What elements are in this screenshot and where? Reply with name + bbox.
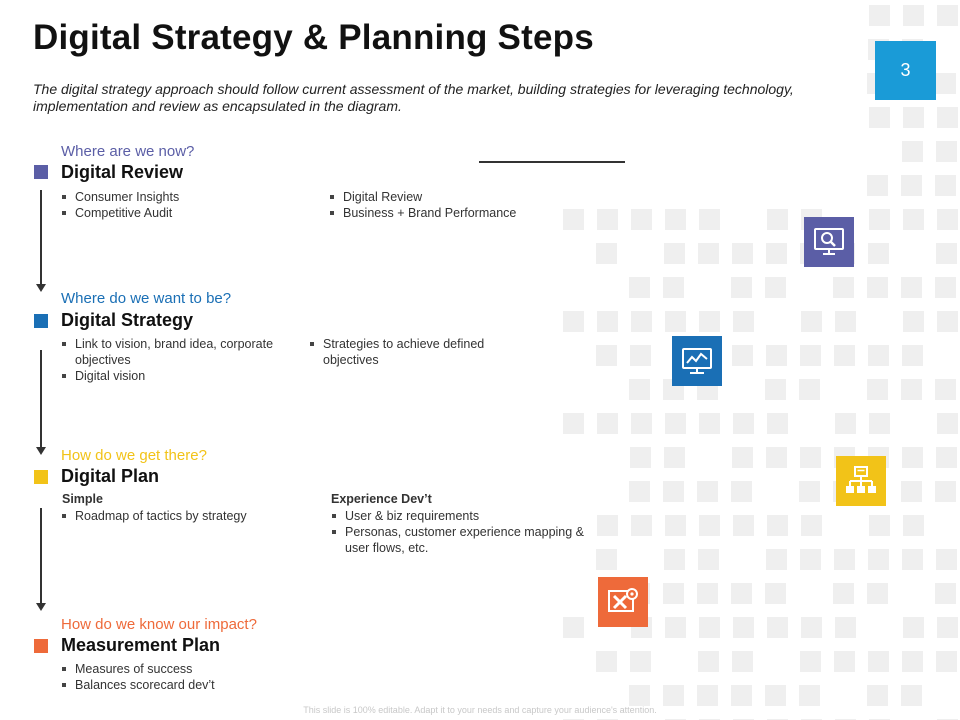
background-tile	[596, 345, 617, 366]
background-tile	[732, 651, 753, 672]
background-tile	[663, 583, 684, 604]
background-tile	[801, 617, 822, 638]
step-heading-plan: Digital Plan	[61, 466, 160, 486]
flow-connector-line	[40, 508, 42, 604]
background-tile	[867, 685, 888, 706]
background-tile	[901, 685, 922, 706]
page-number-badge: 3	[875, 41, 936, 100]
background-tile	[901, 481, 922, 502]
step-heading-measurement: Measurement Plan	[61, 635, 221, 655]
step-heading-strategy: Digital Strategy	[61, 310, 194, 330]
background-tile	[901, 379, 922, 400]
background-tile	[937, 617, 958, 638]
background-tile	[869, 413, 890, 434]
background-tile	[630, 651, 651, 672]
background-tile	[901, 277, 922, 298]
background-tile	[698, 651, 719, 672]
background-tile	[765, 277, 786, 298]
background-tile	[936, 651, 957, 672]
background-tile	[766, 549, 787, 570]
background-tile	[698, 549, 719, 570]
background-tile	[767, 209, 788, 230]
background-tile	[665, 617, 686, 638]
step-marker-review	[34, 165, 48, 179]
background-tile	[767, 515, 788, 536]
background-tile	[835, 311, 856, 332]
background-tile	[903, 515, 924, 536]
background-tile	[699, 209, 720, 230]
background-tile	[765, 685, 786, 706]
background-tile	[733, 617, 754, 638]
flow-connector-line	[40, 350, 42, 448]
background-tile	[834, 549, 855, 570]
step-list-review-col2	[329, 189, 589, 221]
background-tile	[631, 209, 652, 230]
background-tile	[663, 277, 684, 298]
background-tile	[697, 685, 718, 706]
background-tile	[663, 481, 684, 502]
list-item: Balances scorecard dev’t	[61, 677, 301, 693]
background-tile	[903, 617, 924, 638]
step-marker-strategy	[34, 314, 48, 328]
background-tile	[835, 413, 856, 434]
background-tile	[732, 447, 753, 468]
background-tile	[935, 379, 956, 400]
background-tile	[869, 5, 890, 26]
background-tile	[800, 651, 821, 672]
background-tile	[901, 175, 922, 196]
background-tile	[936, 549, 957, 570]
list-item: Digital Review	[329, 189, 589, 205]
background-tile	[597, 209, 618, 230]
background-tile	[799, 481, 820, 502]
background-tile	[834, 651, 855, 672]
flow-connector-line	[40, 190, 42, 285]
background-tile	[732, 243, 753, 264]
background-tile	[902, 345, 923, 366]
background-tile	[629, 379, 650, 400]
background-tile	[867, 175, 888, 196]
list-item: Business + Brand Performance	[329, 205, 589, 221]
step-list-strategy-col1	[61, 336, 293, 384]
background-tile	[665, 209, 686, 230]
background-tile	[665, 311, 686, 332]
sitemap-icon	[836, 456, 886, 506]
background-tile	[935, 175, 956, 196]
background-tile	[801, 515, 822, 536]
background-tile	[869, 209, 890, 230]
background-tile	[697, 583, 718, 604]
background-tile	[629, 277, 650, 298]
background-tile	[868, 345, 889, 366]
footer-note: This slide is 100% editable. Adapt it to your needs and capture your audience's attention.	[303, 705, 657, 715]
background-tile	[597, 311, 618, 332]
list-item: Measures of success	[61, 661, 301, 677]
background-tile	[869, 107, 890, 128]
background-tile	[867, 583, 888, 604]
background-tile	[731, 481, 752, 502]
background-tile	[936, 447, 957, 468]
list-item: Roadmap of tactics by strategy	[61, 508, 301, 524]
background-tile	[733, 413, 754, 434]
background-tile	[665, 515, 686, 536]
background-tile	[800, 447, 821, 468]
list-item: Personas, customer experience mapping & user flows, etc.	[331, 524, 606, 556]
background-tile	[937, 107, 958, 128]
background-tile	[902, 141, 923, 162]
background-tile	[937, 5, 958, 26]
page-subtitle: The digital strategy approach should follow current assessment of the market, building strategies for leveraging technology, implementation and review as encapsulated in the diagram.	[33, 81, 794, 114]
background-tile	[630, 447, 651, 468]
background-tile	[766, 243, 787, 264]
background-tile	[596, 651, 617, 672]
background-tile	[563, 617, 584, 638]
background-tile	[733, 515, 754, 536]
background-tile	[937, 311, 958, 332]
background-tile	[664, 549, 685, 570]
background-tile	[799, 379, 820, 400]
background-tile	[801, 311, 822, 332]
background-tile	[868, 651, 889, 672]
step-marker-plan	[34, 470, 48, 484]
background-tile	[731, 277, 752, 298]
background-tile	[664, 447, 685, 468]
background-tile	[698, 243, 719, 264]
tools-gear-icon	[598, 577, 648, 627]
background-tile	[765, 583, 786, 604]
background-tile	[767, 617, 788, 638]
background-tile	[800, 549, 821, 570]
background-tile	[935, 277, 956, 298]
step-question-review: Where are we now?	[61, 143, 195, 160]
background-tile	[867, 277, 888, 298]
background-tile	[731, 583, 752, 604]
background-tile	[731, 685, 752, 706]
page-title: Digital Strategy & Planning Steps	[33, 18, 594, 57]
background-tile	[833, 277, 854, 298]
background-tile	[835, 617, 856, 638]
flow-arrow-icon	[36, 284, 46, 292]
background-tile	[629, 685, 650, 706]
background-tile	[765, 379, 786, 400]
background-tile	[699, 413, 720, 434]
background-tile	[834, 345, 855, 366]
background-tile	[935, 481, 956, 502]
step-list-review-col1	[61, 189, 301, 221]
decorative-line	[479, 161, 625, 163]
background-tile	[903, 107, 924, 128]
background-tile	[868, 549, 889, 570]
background-tile	[732, 345, 753, 366]
list-item: Strategies to achieve defined objectives	[309, 336, 509, 368]
background-tile	[697, 481, 718, 502]
background-tile	[563, 413, 584, 434]
background-tile	[800, 345, 821, 366]
background-tile	[868, 243, 889, 264]
background-tile	[766, 447, 787, 468]
step-sublabel-plan-col2: Experience Dev’t	[331, 492, 432, 506]
background-tile	[665, 413, 686, 434]
chart-monitor-icon	[672, 336, 722, 386]
background-tile	[936, 141, 957, 162]
background-tile	[799, 685, 820, 706]
background-tile	[937, 209, 958, 230]
background-tile	[903, 311, 924, 332]
list-item: User & biz requirements	[331, 508, 606, 524]
background-tile	[903, 5, 924, 26]
background-tile	[833, 583, 854, 604]
list-item: Competitive Audit	[61, 205, 301, 221]
step-list-measurement-col1	[61, 661, 301, 693]
background-tile	[629, 481, 650, 502]
background-tile	[903, 209, 924, 230]
background-tile	[733, 311, 754, 332]
background-tile	[766, 345, 787, 366]
step-question-strategy: Where do we want to be?	[61, 290, 232, 307]
background-tile	[867, 379, 888, 400]
background-tile	[631, 515, 652, 536]
step-heading-review: Digital Review	[61, 162, 184, 182]
background-tile	[699, 311, 720, 332]
background-tile	[937, 413, 958, 434]
background-tile	[597, 413, 618, 434]
step-sublabel-plan-col1: Simple	[62, 492, 103, 506]
background-tile	[936, 243, 957, 264]
background-tile	[663, 685, 684, 706]
background-tile	[699, 617, 720, 638]
background-tile	[902, 447, 923, 468]
background-tile	[902, 651, 923, 672]
list-item: Consumer Insights	[61, 189, 301, 205]
list-item: Link to vision, brand idea, corporate objectives	[61, 336, 293, 368]
background-tile	[664, 243, 685, 264]
magnifier-monitor-icon	[804, 217, 854, 267]
background-tile	[902, 549, 923, 570]
background-tile	[631, 311, 652, 332]
step-marker-measurement	[34, 639, 48, 653]
step-question-plan: How do we get there?	[61, 447, 207, 464]
background-tile	[596, 243, 617, 264]
background-tile	[767, 413, 788, 434]
background-tile	[630, 345, 651, 366]
background-tile	[869, 515, 890, 536]
background-tile	[631, 413, 652, 434]
step-question-measurement: How do we know our impact?	[61, 616, 257, 633]
step-list-plan-col2	[331, 508, 606, 556]
flow-arrow-icon	[36, 603, 46, 611]
background-tile	[935, 73, 956, 94]
list-item: Digital vision	[61, 368, 293, 384]
background-tile	[699, 515, 720, 536]
step-list-plan-col1	[61, 508, 301, 524]
background-tile	[935, 583, 956, 604]
step-list-strategy-col2	[309, 336, 509, 368]
background-tile	[563, 311, 584, 332]
flow-arrow-icon	[36, 447, 46, 455]
